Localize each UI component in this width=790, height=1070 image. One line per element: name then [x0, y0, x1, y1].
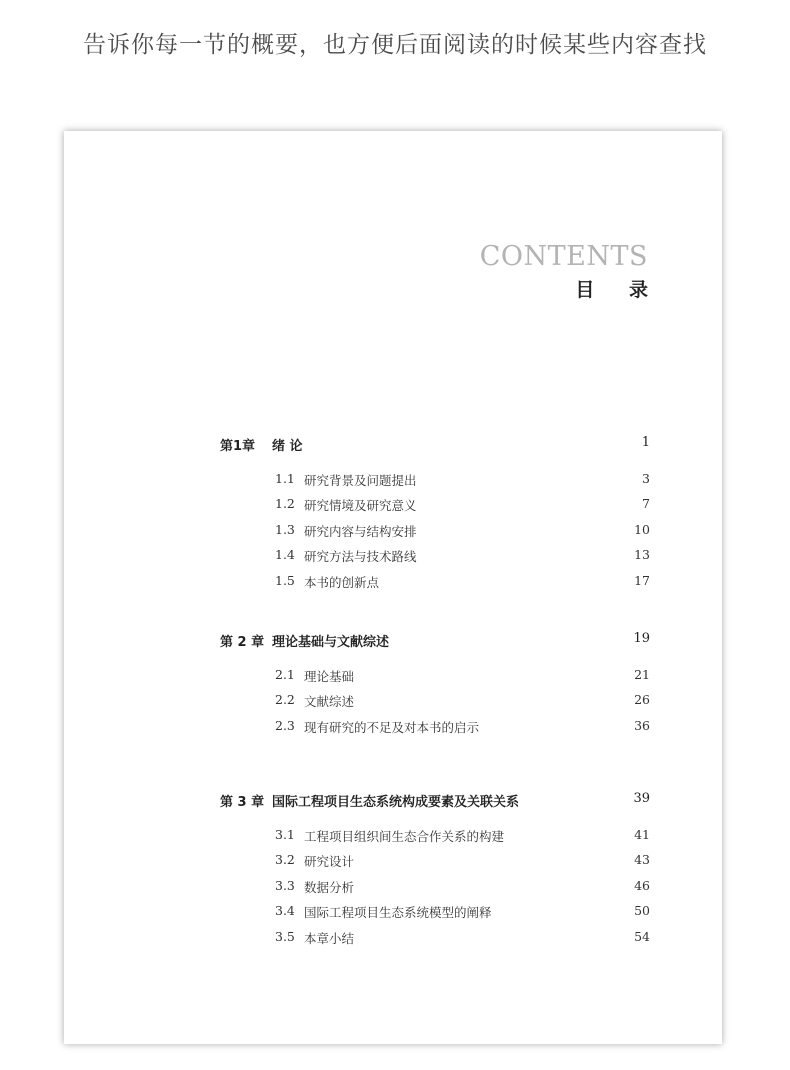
chapter-2-row[interactable] — [220, 631, 650, 651]
section-title: 文献综述 — [304, 694, 355, 710]
chapter-title: 绪 论 — [272, 439, 303, 454]
section-number: 3.3 — [275, 877, 295, 893]
chapter-number: 第1章 — [220, 439, 256, 454]
chapter-title: 理论基础与文献综述 — [272, 635, 390, 650]
section-title: 本书的创新点 — [304, 574, 380, 590]
section-number: 1.5 — [275, 572, 295, 588]
contents-heading-zh: 目 录 — [575, 279, 662, 301]
section-title: 数据分析 — [304, 879, 355, 895]
section-number: 1.3 — [275, 521, 295, 537]
section-list — [220, 667, 650, 743]
chapter-3 — [220, 791, 650, 954]
section-number: 1.2 — [275, 496, 295, 512]
section-page: 46 — [634, 877, 650, 893]
contents-heading-en: CONTENTS — [479, 241, 648, 272]
section-number: 3.5 — [275, 928, 295, 944]
section-list — [220, 471, 650, 598]
section-page: 54 — [634, 928, 650, 944]
section-row[interactable] — [220, 903, 650, 928]
section-row[interactable] — [220, 827, 650, 852]
section-title: 理论基础 — [304, 669, 355, 684]
chapter-page: 39 — [633, 791, 650, 806]
section-page: 43 — [634, 852, 650, 868]
section-row[interactable] — [220, 852, 650, 877]
section-number: 2.3 — [275, 717, 295, 733]
section-number: 3.2 — [275, 852, 295, 868]
section-page: 21 — [634, 667, 650, 682]
section-page: 13 — [634, 547, 650, 563]
section-number: 2.2 — [275, 692, 295, 708]
section-page: 26 — [634, 692, 650, 708]
toc-page — [64, 131, 722, 1044]
section-title: 国际工程项目生态系统模型的阐释 — [304, 905, 492, 921]
chapter-number: 第 3 章 — [220, 795, 265, 810]
chapter-title: 国际工程项目生态系统构成要素及关联关系 — [272, 795, 520, 810]
section-row[interactable] — [220, 929, 650, 954]
chapter-page: 1 — [641, 435, 650, 450]
chapter-number: 第 2 章 — [220, 635, 265, 650]
chapter-1-row[interactable] — [220, 435, 650, 455]
section-row[interactable] — [220, 547, 650, 572]
section-title: 研究内容与结构安排 — [304, 523, 417, 539]
section-title: 研究设计 — [304, 854, 355, 870]
section-number: 3.1 — [275, 827, 295, 842]
section-number: 3.4 — [275, 903, 295, 919]
section-page: 41 — [634, 827, 650, 842]
banner-caption: 告诉你每一节的概要，也方便后面阅读的时候某些内容查找 — [83, 32, 707, 58]
section-title: 现有研究的不足及对本书的启示 — [304, 719, 480, 735]
section-page: 36 — [634, 717, 650, 733]
section-number: 2.1 — [275, 667, 295, 682]
section-list — [220, 827, 650, 954]
section-title: 研究方法与技术路线 — [304, 549, 417, 565]
chapter-3-row[interactable] — [220, 791, 650, 811]
section-row[interactable] — [220, 878, 650, 903]
section-page: 7 — [642, 496, 650, 512]
section-title: 本章小结 — [304, 930, 355, 946]
section-title: 研究情境及研究意义 — [304, 498, 417, 514]
chapter-2 — [220, 631, 650, 791]
section-row[interactable] — [220, 522, 650, 547]
chapter-1 — [220, 435, 650, 631]
section-page: 50 — [634, 903, 650, 919]
section-row[interactable] — [220, 718, 650, 743]
section-row[interactable] — [220, 471, 650, 496]
section-row[interactable] — [220, 667, 650, 692]
section-page: 3 — [642, 471, 650, 486]
table-of-contents — [220, 435, 650, 954]
section-row[interactable] — [220, 573, 650, 598]
chapter-page: 19 — [633, 631, 650, 646]
section-row[interactable] — [220, 692, 650, 717]
section-number: 1.1 — [275, 471, 295, 486]
section-page: 17 — [634, 572, 650, 588]
section-page: 10 — [634, 521, 650, 537]
section-title: 研究背景及问题提出 — [304, 473, 417, 488]
section-title: 工程项目组织间生态合作关系的构建 — [304, 829, 505, 844]
section-number: 1.4 — [275, 547, 295, 563]
section-row[interactable] — [220, 496, 650, 521]
